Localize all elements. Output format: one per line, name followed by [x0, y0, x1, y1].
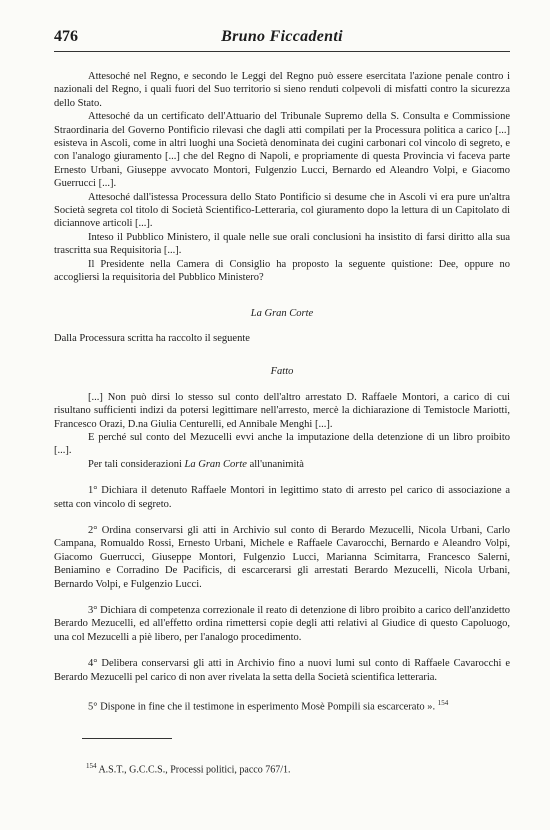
paragraph: Attesoché dall'istessa Processura dello Stato Pontificio si desume che in Ascoli vi era pure un'altra Società segreta col titolo di Società Scientifico-Letteraria, col giuramento dopo la lettura di un Capitolato di diciannove articoli [...].	[54, 191, 510, 230]
text-run: La Gran Corte	[184, 458, 247, 470]
list-item: 2° Ordina conservarsi gli atti in Archivio sul conto di Berardo Mezucelli, Nicola Urbani, Carlo Campana, Romualdo Rossi, Ernesto Urbani, Michele e Raffaele Cavarocchi, Bernardo e Aleandro Volpi, Giacomo Guerrucci, Giuseppe Montori, Fulgenzio Lucci, Marianna Scimitarra, Francesco Salerni, Beniamino e Corradino De Pacificis, di escarcerarsi gli arrestati Berardo Mezucelli, Nicola Urbani, Bernardo Volpi, e Fulgenzio Lucci.	[54, 524, 510, 590]
paragraph	[54, 458, 510, 471]
page-number: 476	[54, 28, 78, 45]
section-heading: Fatto	[270, 366, 294, 378]
footnote-text: A.S.T., G.C.C.S., Processi politici, pacco 767/1.	[98, 764, 291, 776]
paragraph: Dalla Processura scritta ha raccolto il seguente	[54, 332, 250, 344]
paragraph: [...] Non può dirsi lo stesso sul conto dell'altro arrestato D. Raffaele Montori, a carico di cui risultano sufficienti indizi da potersi legittimare nell'arresto, mercè la dichiarazione di Temistocle Mariotti, Francesco Orazi, D.na Giulia Centurelli, ed Annibale Menghi [...].	[54, 391, 510, 430]
paragraph: Attesoché da un certificato dell'Attuario del Tribunale Supremo della S. Consulta e Commissione Straordinaria del Governo Pontificio rilevasi che dagli atti compilati per la Processura politica a carico [...] esisteva in Ascoli, come in altri luoghi una Società denominata dei cugini carbonari col vincolo di segreto, e con l'analogo giuramento [...] che del Regno di Napoli, e propriamente di questa Provincia vi faceva parte Ernesto Urbani, Giuseppe avvocato Montori, Fulgenzio Lucci, Bernardo ed Aleandro Volpi, e Giacomo Guerrucci [...].	[54, 111, 510, 190]
footnote-ref: 154	[437, 699, 449, 708]
footnote-rule	[82, 738, 172, 739]
paragraph: E perché sul conto del Mezucelli evvi anche la imputazione della detenzione di un libro proibito [...].	[54, 431, 510, 457]
page-header	[54, 28, 510, 52]
header-rule	[54, 51, 510, 52]
text-run: Per tali considerazioni	[88, 458, 185, 470]
section-heading: La Gran Corte	[250, 307, 314, 319]
list-item: 3° Dichiara di competenza correzionale il reato di detenzione di libro proibito a carico dell'anzidetto Berardo Mezucelli, ed all'effetto ordina rimettersi copie degli atti relativi al Giudice di questo Capoluogo, una col Mezucelli a piè libero, per l'analogo procedimento.	[54, 605, 510, 643]
text-run: all'unanimità	[246, 458, 304, 470]
text-run: 5° Dispone in fine che il testimone in esperimento Mosè Pompili sia escarcerato ».	[88, 701, 436, 713]
paragraph: Il Presidente nella Camera di Consiglio ha proposto la seguente quistione: Dee, oppure no accogliersi la requisitoria del Pubblico Ministero?	[54, 258, 510, 284]
page-body	[54, 70, 510, 714]
list-item: 1° Dichiara il detenuto Raffaele Montori in legittimo stato di arresto pel carico di associazione a setta con vincolo di segreto.	[54, 485, 510, 510]
list-item: 4° Delibera conservarsi gli atti in Archivio fino a nuovi lumi sul conto di Raffaele Cavarocchi e Berardo Mezucelli pel carico di non aver rivelata la setta della Società scientifica letteraria.	[54, 658, 510, 683]
paragraph: Attesoché nel Regno, e secondo le Leggi del Regno può essere esercitata l'azione penale contro i nazionali del Regno, i quali fuori del Suo territorio si sieno renduti colpevoli di misfatti contro la sicurezza dello Stato.	[54, 71, 510, 109]
list-item	[54, 697, 510, 714]
paragraph: Inteso il Pubblico Ministero, il quale nelle sue orali conclusioni ha insistito di farsi diritto alla sua trascritta sua Requisitoria [...].	[54, 231, 510, 257]
running-head: Bruno Ficcadenti	[221, 28, 343, 45]
footnote	[86, 762, 506, 775]
footnote-marker: 154	[86, 762, 97, 770]
